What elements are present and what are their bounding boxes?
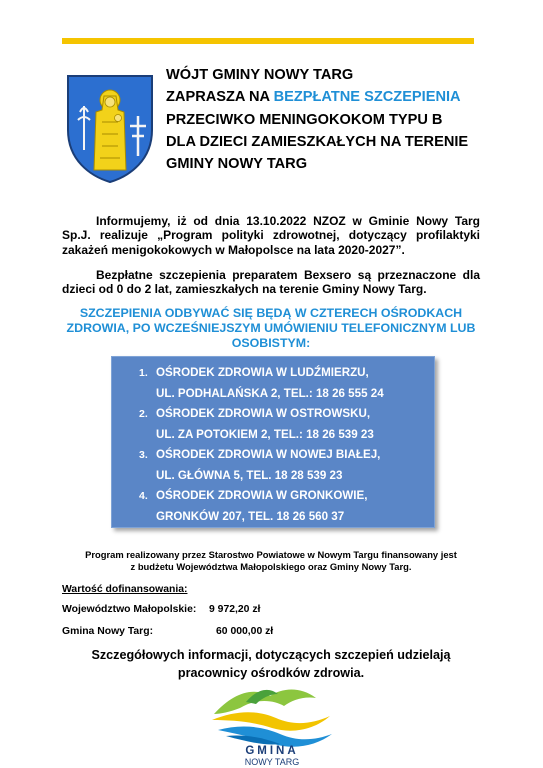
- clinic-name: OŚRODEK ZDROWIA W OSTROWSKU,: [156, 407, 371, 420]
- funding-row: [62, 604, 261, 615]
- gmina-logo-icon: [196, 680, 348, 768]
- closing-line-1: Szczegółowych informacji, dotyczących szczepień udzielają: [91, 648, 451, 662]
- closing-line-2: pracownicy ośrodków zdrowia.: [177, 665, 365, 680]
- heading: [166, 64, 506, 175]
- clinic-name: OŚRODEK ZDROWIA W GRONKOWIE,: [156, 489, 368, 502]
- heading-line-1: WÓJT GMINY NOWY TARG: [166, 67, 354, 83]
- clinic-list: [112, 357, 434, 527]
- eligibility-paragraph: Bezpłatne szczepienia preparatem Bexsero są przeznaczone dla dzieci od 0 do 2 lat, zamieszkałych na terenie Gminy Nowy Targ.: [62, 268, 480, 297]
- closing-info: [62, 647, 480, 682]
- funding-title: Wartość dofinansowania:: [62, 584, 188, 595]
- logo-word-2: NOWY TARG: [244, 757, 300, 767]
- clinic-item: [112, 363, 434, 404]
- clinic-number: 3.: [139, 449, 148, 461]
- clinic-address: UL. ZA POTOKIEM 2, TEL.: 18 26 539 23: [156, 427, 374, 441]
- clinic-item: [112, 445, 434, 486]
- intro-paragraph: Informujemy, iż od dnia 13.10.2022 NZOZ w Gminie Nowy Targ Sp.J. realizuje „Program polityki zdrowotnej, dotyczący profilaktyki zakażeń menigokokowych w Małopolsce na lata 2020-2027”.: [62, 214, 480, 257]
- heading-line-5: GMINY NOWY TARG: [166, 156, 308, 173]
- logo-word-1: GMINA: [245, 745, 299, 757]
- funding-label: Gmina Nowy Targ:: [62, 626, 154, 637]
- clinic-name: OŚRODEK ZDROWIA W NOWEJ BIAŁEJ,: [156, 448, 381, 461]
- program-note-line-1: Program realizowany przez Starostwo Powiatowe w Nowym Targu finansowany jest: [85, 549, 457, 560]
- heading-line-3: PRZECIWKO MENINGOKOKOM TYPU B: [166, 111, 443, 128]
- program-note-line-2: z budżetu Województwa Małopolskiego oraz Gminy Nowy Targ.: [130, 561, 412, 572]
- top-accent-bar: [62, 38, 474, 44]
- clinic-address: GRONKÓW 207, TEL. 18 26 560 37: [156, 509, 345, 523]
- heading-highlight: BEZPŁATNE SZCZEPIENIA: [273, 89, 461, 106]
- heading-line-2: [166, 86, 506, 108]
- funding-row: [62, 626, 274, 637]
- funding-amount: 9 972,20 zł: [209, 604, 261, 615]
- funding-label: Województwo Małopolskie:: [62, 604, 197, 615]
- vaccination-notice: SZCZEPIENIA ODBYWAĆ SIĘ BĘDĄ W CZTERECH OŚRODKACH ZDROWIA, PO WCZEŚNIEJSZYM UMÓWIENIU TELEFONICZNYM LUB OSOBISTYM:: [66, 306, 476, 350]
- clinic-item: [112, 486, 434, 527]
- clinic-address: UL. GŁÓWNA 5, TEL. 18 28 539 23: [156, 468, 343, 482]
- program-note: [62, 549, 480, 573]
- clinic-address: UL. PODHALAŃSKA 2, TEL.: 18 26 555 24: [156, 386, 384, 400]
- heading-line-2-prefix: ZAPRASZA NA: [166, 89, 274, 106]
- clinic-name: OŚRODEK ZDROWIA W LUDŹMIERZU,: [156, 366, 369, 379]
- clinic-item: [112, 404, 434, 445]
- clinic-list-box: [111, 356, 435, 528]
- clinic-number: 1.: [139, 367, 148, 379]
- heading-line-4: DLA DZIECI ZAMIESZKAŁYCH NA TERENIE: [166, 133, 469, 150]
- coat-of-arms-icon: [64, 72, 156, 184]
- funding-amount: 60 000,00 zł: [216, 626, 274, 637]
- clinic-number: 2.: [139, 408, 148, 420]
- clinic-number: 4.: [139, 490, 148, 502]
